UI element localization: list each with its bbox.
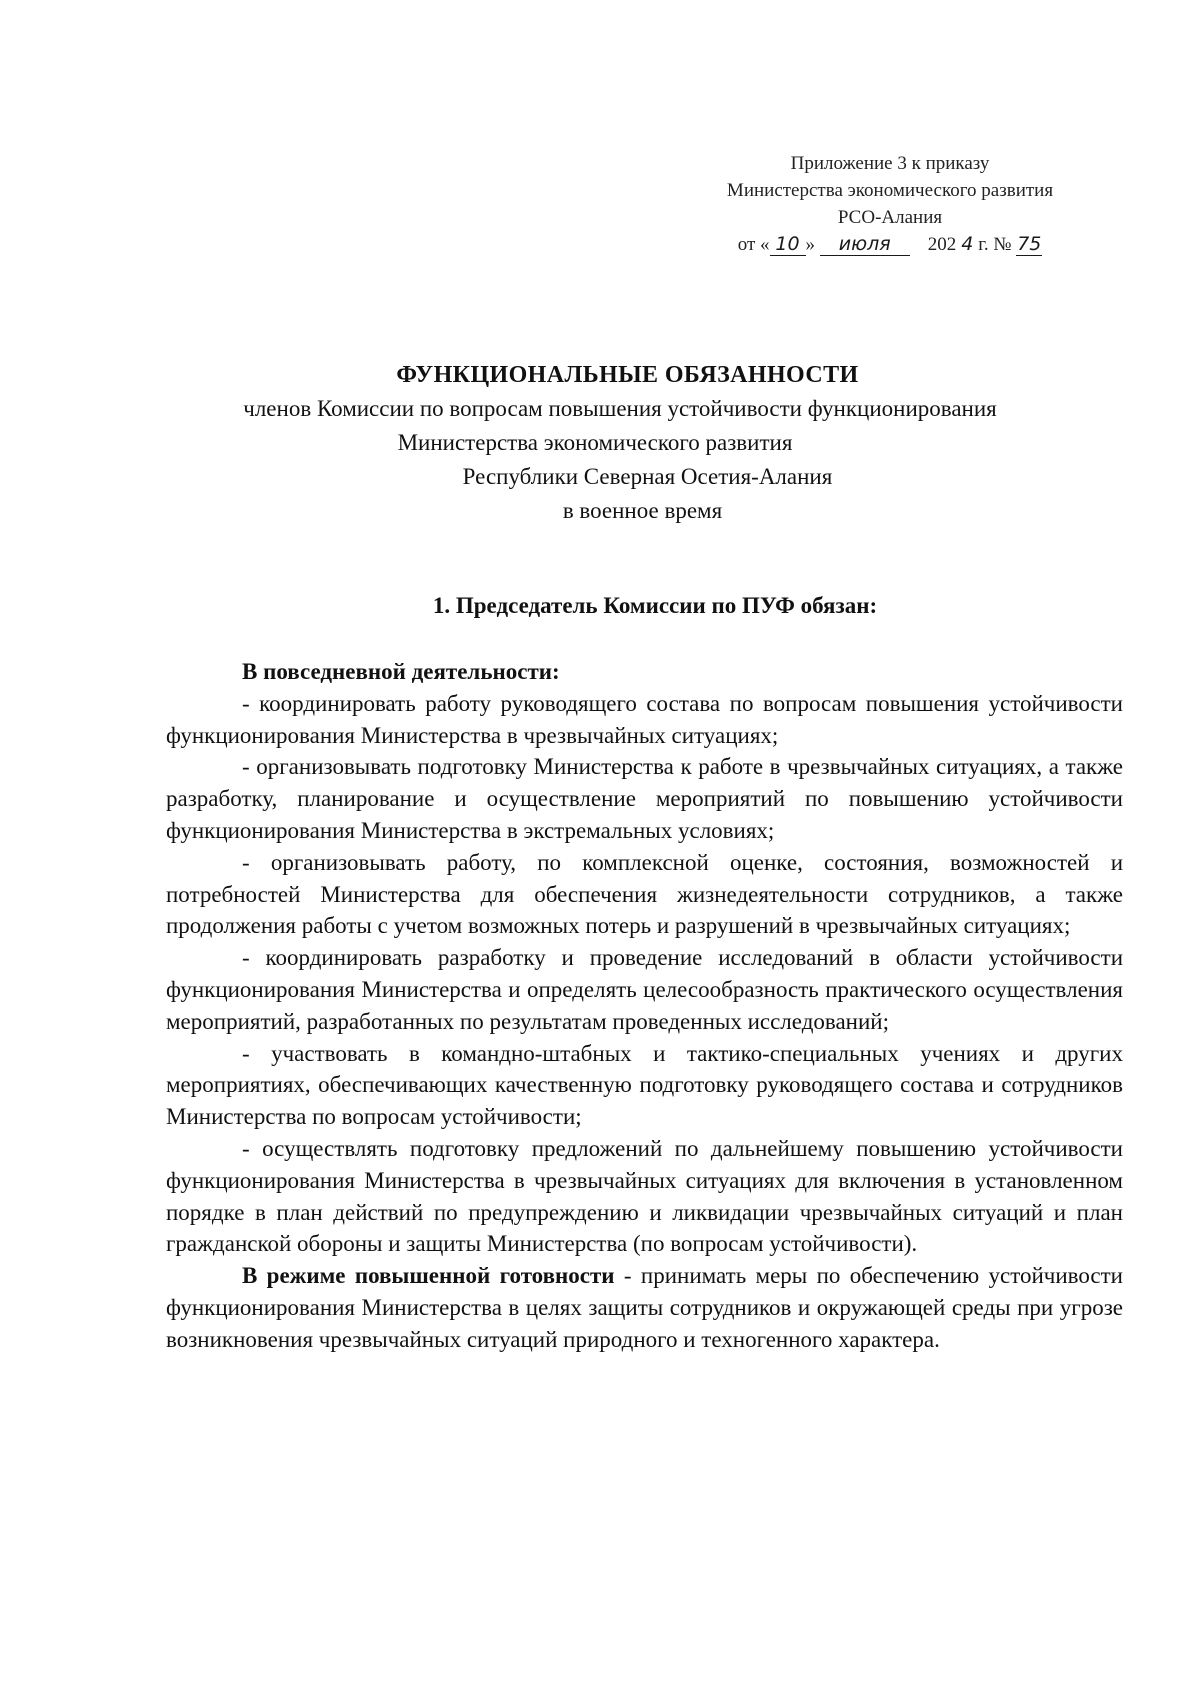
annex-line-1: Приложение 3 к приказу bbox=[790, 153, 990, 174]
high-alert-text: - принимать меры по обеспечению устойчивости функционирования Министерства в целях защиты сотрудников и окружающей среды при угрозе возникновения чрезвычайных ситуаций природного и техногенного характера. bbox=[166, 1263, 1123, 1352]
handwritten-month: июля bbox=[820, 233, 910, 256]
section-body bbox=[166, 656, 1123, 1356]
daily-activity-heading: В повседневной деятельности: bbox=[242, 659, 560, 684]
year-prefix: 202 bbox=[927, 234, 957, 255]
subtitle-line-1: членов Комиссии по вопросам повышения устойчивости функционирования bbox=[243, 396, 997, 421]
duty-item: - участвовать в командно-штабных и тактико-специальных учениях и других мероприятиях, обеспечивающих качественную подготовку руководящего состава и сотрудников Министерства по вопросам устойчивости; bbox=[166, 1040, 1123, 1130]
duty-item: - организовывать работу, по комплексной оценке, состояния, возможностей и потребностей Министерства для обеспечения жизнедеятельности сотрудников, а также продолжения работы с учетом возможных потерь и разрушений в чрезвычайных ситуациях; bbox=[166, 849, 1123, 939]
document-header bbox=[0, 358, 1200, 528]
subtitle-line-4: в военное время bbox=[562, 498, 723, 523]
document-title: ФУНКЦИОНАЛЬНЫЕ ОБЯЗАННОСТИ bbox=[396, 362, 859, 388]
year-end: г. № bbox=[978, 234, 1012, 255]
handwritten-day: 10 bbox=[770, 233, 806, 256]
annex-line-3: РСО-Алания bbox=[837, 207, 943, 228]
handwritten-order-number: 75 bbox=[1017, 233, 1042, 255]
high-alert-paragraph bbox=[166, 1260, 1123, 1355]
annex-date-line bbox=[660, 231, 1120, 258]
handwritten-year-digit: 4 bbox=[961, 233, 974, 255]
annex-line-2: Министерства экономического развития bbox=[726, 180, 1054, 201]
date-prefix: от « bbox=[737, 234, 770, 255]
duty-item: - осуществлять подготовку предложений по дальнейшему повышению устойчивости функционирования Министерства в чрезвычайных ситуациях для включения в установленном порядке в план действий по предупреждению и ликвидации чрезвычайных ситуаций и план гражданской обороны и защиты Министерства (по вопросам устойчивости). bbox=[166, 1135, 1123, 1257]
high-alert-label: В режиме повышенной готовности bbox=[242, 1263, 615, 1289]
annex-note bbox=[660, 150, 1120, 258]
subtitle-line-3: Республики Северная Осетия-Алания bbox=[462, 464, 833, 489]
duty-item: - координировать разработку и проведение исследований в области устойчивости функционирования Министерства и определять целесообразность практического осуществления мероприятий, разработанных по результатам проведенных исследований; bbox=[166, 945, 1123, 1034]
date-mid: » bbox=[805, 234, 816, 255]
subtitle-line-2: Министерства экономического развития bbox=[397, 430, 793, 455]
section-title: 1. Председатель Комиссии по ПУФ обязан: bbox=[432, 593, 878, 618]
duty-item: - организовывать подготовку Министерства к работе в чрезвычайных ситуациях, а также разработку, планирование и осуществление мероприятий по повышению устойчивости функционирования Министерства в экстремальных условиях; bbox=[166, 754, 1123, 843]
duty-item: - координировать работу руководящего состава по вопросам повышения устойчивости функционирования Министерства в чрезвычайных ситуациях; bbox=[166, 690, 1123, 748]
